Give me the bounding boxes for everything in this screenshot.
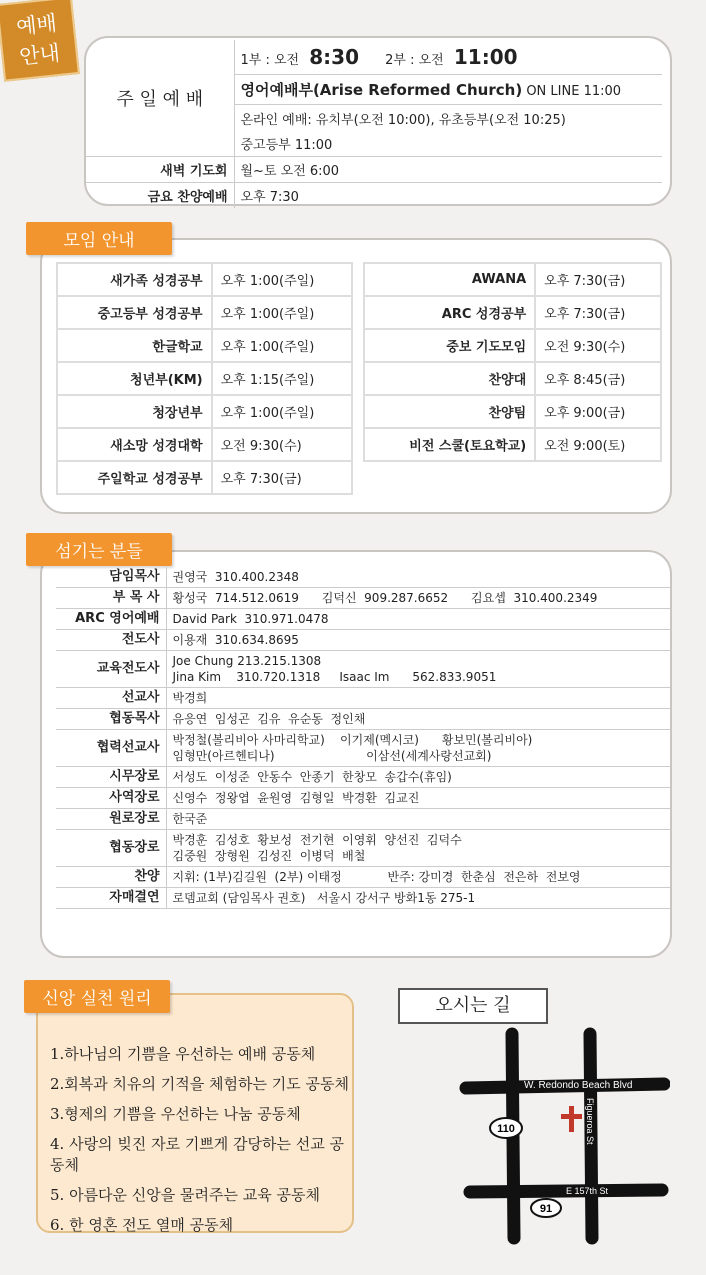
staff-line: 임형만(아르헨티나) 이삼선(세계사랑선교회) (172, 749, 492, 763)
church-cross-icon (561, 1106, 582, 1132)
meeting-name: 비전 스쿨(토요학교) (364, 428, 535, 461)
staff-role: 시무장로 (56, 767, 166, 788)
staff-names (166, 567, 670, 588)
meeting-time: 오후 1:00(주일) (212, 329, 352, 362)
staff-line: 권영국 310.400.2348 (172, 570, 299, 584)
staff-role: 협동목사 (56, 709, 166, 730)
meeting-row (57, 428, 352, 461)
meeting-row (57, 296, 352, 329)
staff-line: 박경훈 김성호 황보성 전기현 이영휘 양선진 김덕수 (172, 833, 462, 847)
staff-line: 김중원 장형원 김성진 이병덕 배철 (172, 849, 366, 863)
meeting-row (57, 362, 352, 395)
staff-role: 부 목 사 (56, 588, 166, 609)
meeting-time: 오후 1:15(주일) (212, 362, 352, 395)
meeting-row (364, 362, 661, 395)
road2-label: Figueroa St (585, 1098, 595, 1145)
meeting-time: 오후 7:30(금) (535, 263, 661, 296)
meeting-time: 오후 7:30(금) (535, 296, 661, 329)
freeway2-shield (531, 1199, 561, 1217)
dawn-label: 새벽 기도회 (86, 156, 234, 182)
staff-row (56, 767, 670, 788)
sunday-label: 주 일 예 배 (86, 40, 234, 156)
meeting-name: 새가족 성경공부 (57, 263, 212, 296)
meeting-row (57, 395, 352, 428)
staff-role: 협력선교사 (56, 730, 166, 767)
staff-line: 서성도 이성준 안동수 안종기 한창모 송갑수(휴임) (172, 770, 452, 784)
staff-row (56, 709, 670, 730)
meeting-name: 청장년부 (57, 395, 212, 428)
staff-row (56, 609, 670, 630)
staff-line: Jina Kim 310.720.1318 Isaac Im 562.833.9051 (172, 670, 497, 684)
staff-names (166, 788, 670, 809)
principle-item: 5. 아름다운 신앙을 물려주는 교육 공동체 (50, 1186, 320, 1204)
online-line: 온라인 예배: 유치부(오전 10:00), 유초등부(오전 10:25) (240, 112, 566, 128)
principles-box (36, 993, 354, 1233)
meeting-time: 오전 9:30(수) (535, 329, 661, 362)
staff-role: 자매결연 (56, 888, 166, 909)
staff-names (166, 767, 670, 788)
freeway1-shield (490, 1118, 522, 1138)
principle-item: 4. 사랑의 빚진 자로 기쁘게 감당하는 선교 공동체 (50, 1135, 345, 1174)
meetings-table-left (56, 262, 353, 495)
meeting-time: 오전 9:30(수) (212, 428, 352, 461)
principles-list (38, 1043, 352, 1235)
staff-row (56, 888, 670, 909)
staff-names (166, 709, 670, 730)
staff-row (56, 651, 670, 688)
staff-names (166, 867, 670, 888)
staff-row (56, 867, 670, 888)
meeting-row (364, 395, 661, 428)
meeting-name: AWANA (364, 263, 535, 296)
staff-line: Joe Chung 213.215.1308 (172, 654, 322, 668)
meeting-time: 오전 9:00(토) (535, 428, 661, 461)
friday-label: 금요 찬양예배 (86, 182, 234, 208)
staff-tag: 섬기는 분들 (26, 533, 172, 566)
meetings-tag: 모임 안내 (26, 222, 172, 255)
staff-line: 신영수 정왕엽 윤원영 김형일 박경환 김교진 (172, 791, 420, 805)
staff-role: 원로장로 (56, 809, 166, 830)
worship-tag-line2: 안내 (18, 40, 62, 69)
staff-line: 박경희 (172, 691, 208, 705)
english-service: 영어예배부(Arise Reformed Church) (240, 80, 523, 99)
staff-line: 황성국 714.512.0619 김덕신 909.287.6652 김요셉 310.400.2349 (172, 591, 598, 605)
meeting-row (57, 263, 352, 296)
staff-names (166, 630, 670, 651)
staff-role: 찬양 (56, 867, 166, 888)
staff-names (166, 830, 670, 867)
meetings-table-right (363, 262, 662, 462)
staff-names (166, 888, 670, 909)
english-service-row (234, 74, 662, 104)
english-online: ON LINE 11:00 (526, 83, 622, 99)
staff-row (56, 630, 670, 651)
staff-line: 로뎀교회 (담임목사 권호) 서울시 강서구 방화1동 275-1 (172, 891, 476, 905)
staff-role: 협동장로 (56, 830, 166, 867)
service1-label: 1부 : 오전 (240, 52, 300, 68)
staff-line: David Park 310.971.0478 (172, 612, 329, 626)
principles-tag: 신앙 실천 원리 (24, 980, 170, 1013)
meeting-row (364, 329, 661, 362)
principle-item: 1.하나님의 기쁨을 우선하는 예배 공동체 (50, 1045, 316, 1063)
meeting-name: 중보 기도모임 (364, 329, 535, 362)
meeting-name: 주일학교 성경공부 (57, 461, 212, 494)
meeting-name: 새소망 성경대학 (57, 428, 212, 461)
staff-row (56, 688, 670, 709)
meeting-time: 오후 9:00(금) (535, 395, 661, 428)
staff-row (56, 588, 670, 609)
principle-item: 3.형제의 기쁨을 우선하는 나눔 공동체 (50, 1105, 301, 1123)
service2-time: 11:00 (453, 44, 518, 69)
meeting-time: 오후 1:00(주일) (212, 296, 352, 329)
meeting-row (57, 461, 352, 494)
staff-table (56, 567, 670, 909)
staff-row (56, 567, 670, 588)
worship-tag-line1: 예배 (15, 11, 58, 40)
meeting-name: 찬양대 (364, 362, 535, 395)
meeting-name: 한글학교 (57, 329, 212, 362)
staff-row (56, 788, 670, 809)
staff-line: 한국준 (172, 812, 208, 826)
service2-label: 2부 : 오전 (385, 52, 444, 68)
staff-role: 담임목사 (56, 567, 166, 588)
staff-row (56, 730, 670, 767)
meeting-name: ARC 성경공부 (364, 296, 535, 329)
staff-names (166, 809, 670, 830)
staff-role: 사역장로 (56, 788, 166, 809)
road1-label: W. Redondo Beach Blvd (524, 1080, 633, 1091)
meeting-name: 청년부(KM) (57, 362, 212, 395)
principle-item: 2.회복과 치유의 기적을 체험하는 기도 공동체 (50, 1075, 349, 1093)
worship-table (86, 40, 662, 208)
staff-names (166, 588, 670, 609)
meeting-name: 찬양팀 (364, 395, 535, 428)
worship-tag (0, 0, 80, 82)
staff-role: 교육전도사 (56, 651, 166, 688)
meeting-row (364, 296, 661, 329)
map-title: 오시는 길 (398, 988, 548, 1024)
youth-line: 중고등부 11:00 (234, 131, 662, 157)
meeting-time: 오후 1:00(주일) (212, 395, 352, 428)
staff-names (166, 730, 670, 767)
staff-line: 이용재 310.634.8695 (172, 633, 299, 647)
meeting-row (57, 329, 352, 362)
dawn-value: 월~토 오전 6:00 (234, 156, 662, 182)
staff-line: 유응연 임성곤 김유 유순동 정인채 (172, 712, 366, 726)
staff-line: 박정철(볼리비아 사마리학교) 이기제(멕시코) 황보민(볼리비아) (172, 733, 533, 747)
freeway1-label: 110 (497, 1123, 515, 1135)
meeting-row (364, 428, 661, 461)
road3-label: E 157th St (566, 1186, 609, 1196)
meeting-row (364, 263, 661, 296)
staff-names (166, 651, 670, 688)
meeting-time: 오후 1:00(주일) (212, 263, 352, 296)
meeting-time: 오후 7:30(금) (212, 461, 352, 494)
meeting-name: 중고등부 성경공부 (57, 296, 212, 329)
service1-time: 8:30 (309, 44, 359, 69)
freeway2-label: 91 (539, 1203, 553, 1215)
staff-role: 선교사 (56, 688, 166, 709)
principle-item: 6. 한 영혼 전도 열매 공동체 (50, 1216, 234, 1234)
staff-role: ARC 영어예배 (56, 609, 166, 630)
directions-map (440, 1026, 670, 1246)
staff-line: 지휘: (1부)김길원 (2부) 이태정 반주: 강미경 한춘심 전은하 전보영 (172, 870, 581, 884)
staff-row (56, 830, 670, 867)
staff-role: 전도사 (56, 630, 166, 651)
staff-row (56, 809, 670, 830)
meeting-time: 오후 8:45(금) (535, 362, 661, 395)
staff-names (166, 688, 670, 709)
service-times (234, 40, 662, 74)
staff-names (166, 609, 670, 630)
friday-value: 오후 7:30 (240, 189, 299, 205)
